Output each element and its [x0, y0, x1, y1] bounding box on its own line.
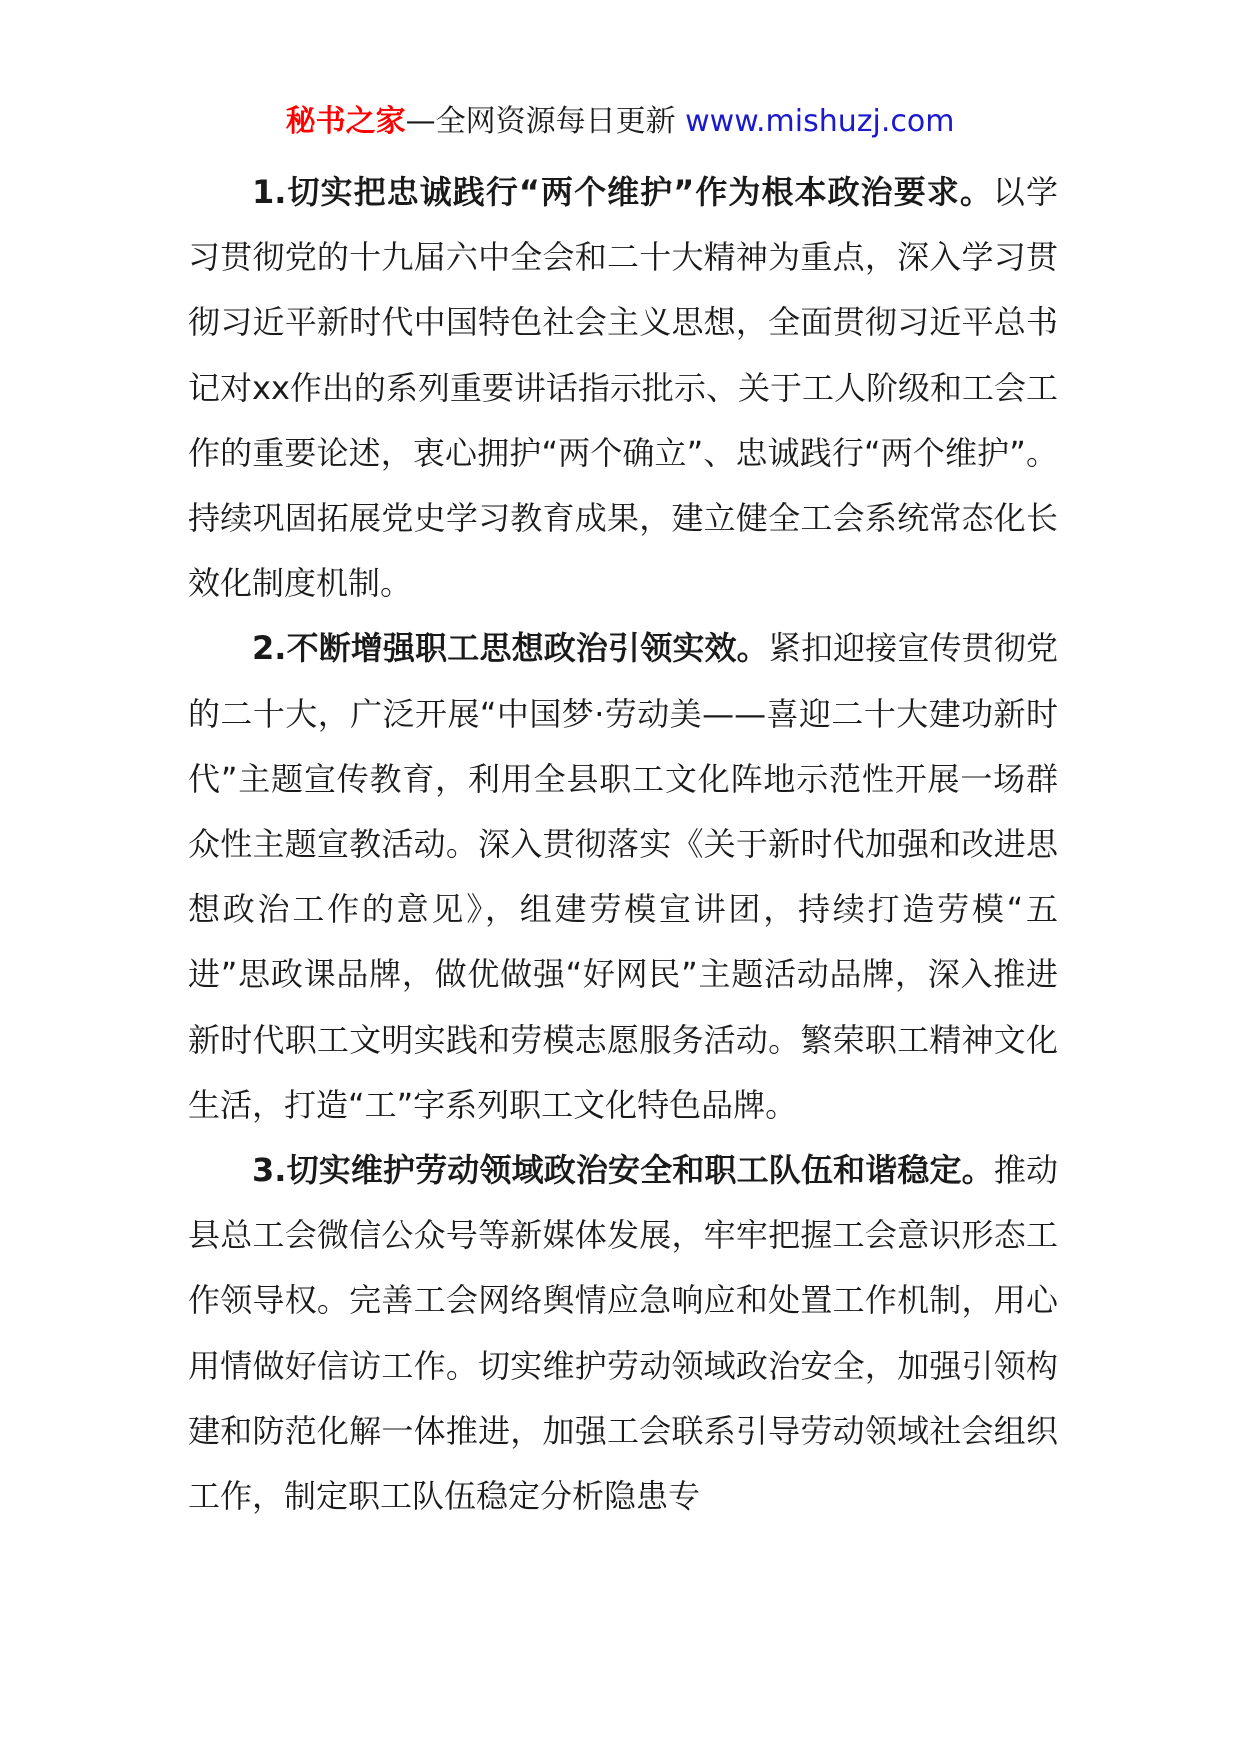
paragraph-title: 3.切实维护劳动领域政治安全和职工队伍和谐稳定。 — [252, 1151, 994, 1190]
paragraph-text: 紧扣迎接宣传贯彻党的二十大，广泛开展“中国梦·劳动美——喜迎二十大建功新时代”主题宣传教育，利用全县职工文化阵地示范性开展一场群众性主题宣教活动。深入贯彻落实《关于新时代加强和改进思想政治工作的意见》，组建劳模宣讲团，持续打造劳模“五进”思政课品牌，做优做强“好网民”主题活动品牌，深入推进新时代职工文明实践和劳模志愿服务活动。繁荣职工精神文化生活，打造“工”字系列职工文化特色品牌。 — [188, 629, 1058, 1124]
paragraph-2 — [188, 616, 1058, 1138]
paragraph-3 — [188, 1138, 1058, 1529]
paragraph-text: 推动县总工会微信公众号等新媒体发展，牢牢把握工会意识形态工作领导权。完善工会网络舆情应急响应和处置工作机制，用心用情做好信访工作。切实维护劳动领域政治安全，加强引领构建和防范化解一体推进，加强工会联系引导劳动领域社会组织工作，制定职工队伍稳定分析隐患专 — [188, 1151, 1058, 1516]
paragraph-1 — [188, 160, 1058, 616]
document-body — [188, 160, 1058, 1529]
page-header — [0, 100, 1240, 144]
paragraph-title: 2.不断增强职工思想政治引领实效。 — [252, 629, 769, 668]
site-url-link[interactable]: www.mishuzj.com — [685, 104, 955, 139]
paragraph-title: 1.切实把忠诚践行“两个维护”作为根本政治要求。 — [252, 173, 993, 211]
paragraph-text: 以学习贯彻党的十九届六中全会和二十大精神为重点，深入学习贯彻习近平新时代中国特色社会主义思想，全面贯彻习近平总书记对xx作出的系列重要讲话指示批示、关于工人阶级和工会工作的重要论述，衷心拥护“两个确立”、忠诚践行“两个维护”。持续巩固拓展党史学习教育成果，建立健全工会系统常态化长效化制度机制。 — [188, 173, 1058, 603]
brand-name: 秘书之家 — [285, 104, 406, 139]
header-tagline: —全网资源每日更新 — [405, 104, 686, 139]
